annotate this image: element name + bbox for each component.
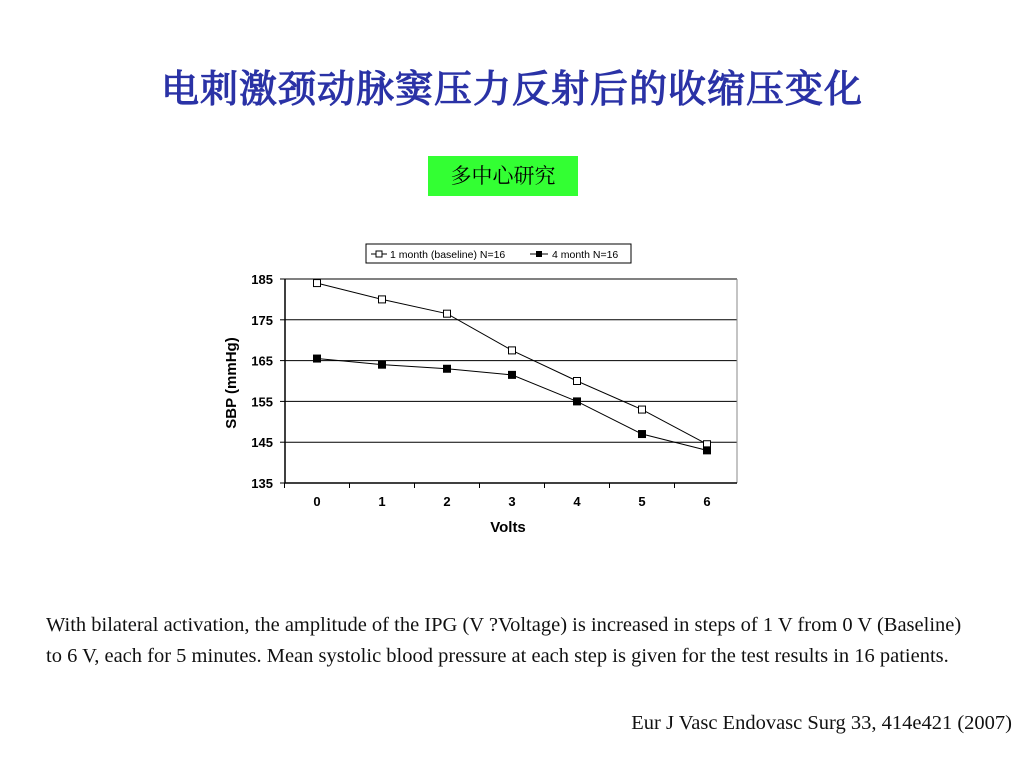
multicenter-badge: 多中心研究 bbox=[428, 156, 578, 196]
x-tick-label: 3 bbox=[508, 494, 516, 509]
legend-label-baseline: 1 month (baseline) N=16 bbox=[390, 249, 506, 261]
y-tick-label: 145 bbox=[251, 435, 273, 451]
chart-legend bbox=[366, 244, 631, 263]
y-tick-label: 175 bbox=[251, 312, 273, 328]
y-tick-label: 135 bbox=[251, 476, 273, 491]
chart-axes bbox=[280, 279, 737, 488]
data-point bbox=[509, 347, 516, 354]
data-point bbox=[444, 365, 451, 372]
data-point bbox=[444, 310, 451, 317]
series-4-month bbox=[314, 355, 711, 454]
legend-label-4month: 4 month N=16 bbox=[552, 249, 619, 261]
x-tick-label: 2 bbox=[443, 494, 451, 509]
y-axis-label: SBP (mmHg) bbox=[223, 337, 240, 429]
data-point bbox=[509, 371, 516, 378]
y-tick-labels bbox=[251, 272, 273, 491]
caption-text: With bilateral activation, the amplitude of the IPG (V ?Voltage) is increased in steps of 1 V from 0 V (Baseline) to 6 V, each for 5 minutes. Mean systolic blood pressure at each step is given for the test results in 16 patients. bbox=[46, 614, 962, 667]
chart-series bbox=[314, 280, 711, 454]
grid-lines bbox=[285, 279, 737, 442]
data-point bbox=[639, 406, 646, 413]
x-axis-label: Volts bbox=[490, 519, 526, 536]
data-point bbox=[314, 355, 321, 362]
data-point bbox=[379, 296, 386, 303]
x-tick-label: 0 bbox=[313, 494, 321, 509]
x-tick-label: 1 bbox=[378, 494, 386, 509]
x-tick-label: 4 bbox=[573, 494, 581, 509]
x-tick-label: 6 bbox=[703, 494, 711, 509]
legend-marker-4month bbox=[536, 251, 542, 257]
data-point bbox=[574, 378, 581, 385]
data-point bbox=[379, 361, 386, 368]
x-tick-labels bbox=[313, 494, 710, 509]
y-tick-label: 185 bbox=[251, 272, 273, 287]
citation: Eur J Vasc Endovasc Surg 33, 414e421 (2007) bbox=[631, 712, 1012, 734]
data-point bbox=[704, 447, 711, 454]
data-point bbox=[314, 280, 321, 287]
slide-title: 电刺激颈动脉窦压力反射后的收缩压变化 bbox=[160, 67, 863, 111]
legend-marker-baseline bbox=[376, 251, 382, 257]
y-tick-label: 155 bbox=[251, 394, 273, 410]
data-point bbox=[574, 398, 581, 405]
y-tick-label: 165 bbox=[251, 353, 273, 369]
x-tick-label: 5 bbox=[638, 494, 646, 509]
data-point bbox=[639, 431, 646, 438]
